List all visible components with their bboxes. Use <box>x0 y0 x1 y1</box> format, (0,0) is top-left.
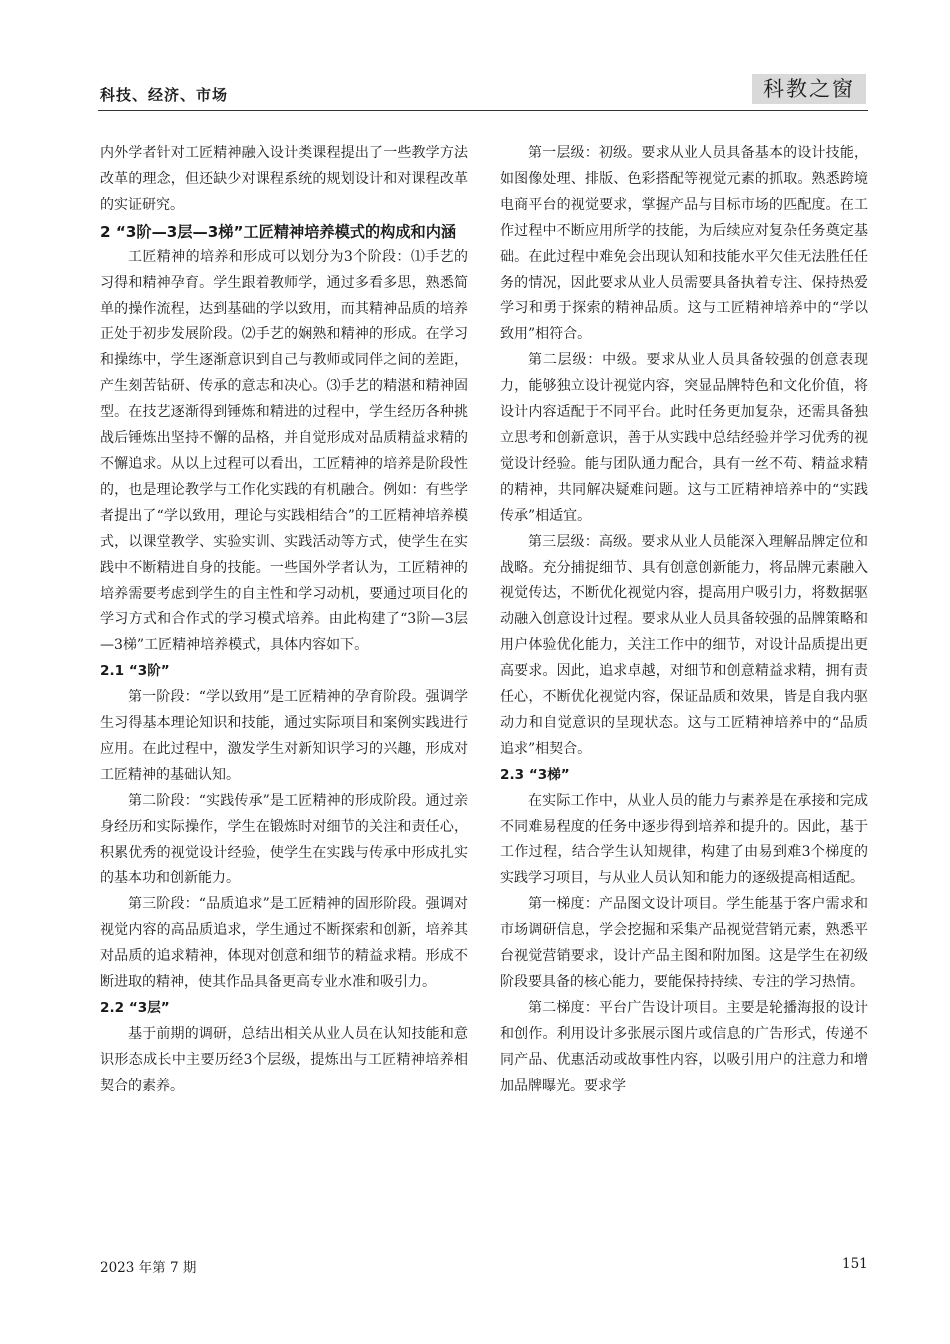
journal-column-badge: 科教之窗 <box>752 74 866 104</box>
paragraph-level-1: 第一层级：初级。要求从业人员具备基本的设计技能，如图像处理、排版、色彩搭配等视觉元素的抓取。熟悉跨境电商平台的视觉要求，掌握产品与目标市场的匹配度。在工作过程中不断应用所学的技能，为后续应对复杂任务奠定基础。在此过程中难免会出现认知和技能水平欠佳无法胜任任务的情况，因此要求从业人员需要具备执着专注、保持热爱学习和勇于探索的精神品质。这与工匠精神培养中的“学以致用”相符合。 <box>500 145 868 343</box>
header-divider <box>98 110 868 111</box>
subsection-2-3-heading: 2.3 “3梯” <box>500 766 570 783</box>
subsection-2-1-heading: 2.1 “3阶” <box>100 663 170 680</box>
paragraph-stage-1: 第一阶段：“学以致用”是工匠精神的孕育阶段。强调学生习得基本理论知识和技能，通过实际项目和案例实践进行应用。在此过程中，激发学生对新知识学习的兴趣，形成对工匠精神的基础认知。 <box>100 689 468 783</box>
page-number: 151 <box>842 1256 868 1272</box>
paragraph-stage-2: 第二阶段：“实践传承”是工匠精神的形成阶段。通过亲身经历和实际操作，学生在锻炼时对细节的关注和责任心，积累优秀的视觉设计经验，使学生在实践与传承中形成扎实的基本功和创新能力。 <box>100 792 468 887</box>
issue-label: 2023 年第 7 期 <box>100 1260 197 1276</box>
right-column <box>500 141 868 1100</box>
journal-section-title: 科技、经济、市场 <box>100 86 229 104</box>
section-2-heading: 2 “3阶—3层—3梯”工匠精神培养模式的构成和内涵 <box>100 222 457 241</box>
paragraph-ladder-2: 第二梯度：平台广告设计项目。主要是轮播海报的设计和创作。利用设计多张展示图片或信息的广告形式，传递不同产品、优惠活动或故事性内容，以吸引用户的注意力和增加品牌曝光。要求学 <box>500 999 868 1094</box>
paragraph-three-stages: 工匠精神的培养和形成可以划分为3个阶段：⑴手艺的习得和精神孕育。学生跟着教师学，通过多看多思，熟悉简单的操作流程，达到基础的学以致用，而其精神品质的培养正处于初步发展阶段。⑵手艺的娴熟和精神的形成。在学习和操练中，学生逐渐意识到自己与教师或同伴之间的差距，产生刻苦钻研、传承的意志和决心。⑶手艺的精湛和精神固型。在技艺逐渐得到锤炼和精进的过程中，学生经历各种挑战后锤炼出坚持不懈的品格，并自觉形成对品质精益求精的不懈追求。从以上过程可以看出，工匠精神的培养是阶段性的，也是理论教学与工作化实践的有机融合。例如：有些学者提出了“学以致用，理论与实践相结合”的工匠精神培养模式，以课堂教学、实验实训、实践活动等方式，使学生在实践中不断精进自身的技能。一些国外学者认为，工匠精神的培养需要考虑到学生的自主性和学习动机，要通过项目化的学习方式和合作式的学习模式培养。由此构建了“3阶—3层—3梯”工匠精神培养模式，具体内容如下。 <box>100 248 468 654</box>
paragraph-level-3: 第三层级：高级。要求从业人员能深入理解品牌定位和战略。充分捕捉细节、具有创意创新能力，将品牌元素融入视觉传达，不断优化视觉内容，提高用户吸引力，将数据驱动融入创意设计过程。要求从业人员具备较强的品牌策略和用户体验优化能力，关注工作中的细节，对设计品质提出更高要求。因此，追求卓越，对细节和创意精益求精，拥有责任心，不断优化视觉内容，保证品质和效果，皆是自我内驱动力和自觉意识的呈现状态。这与工匠精神培养中的“品质追求”相契合。 <box>500 533 868 757</box>
subsection-2-2-heading: 2.2 “3层” <box>100 1000 170 1016</box>
paragraph-ladders-intro: 在实际工作中，从业人员的能力与素养是在承接和完成不同难易程度的任务中逐步得到培养和提升的。因此，基于工作过程，结合学生认知规律，构建了由易到难3个梯度的实践学习项目，与从业人员认知和能力的逐级提高相适配。 <box>500 792 868 887</box>
paragraph-levels-intro: 基于前期的调研，总结出相关从业人员在认知技能和意识形态成长中主要历经3个层级，提炼出与工匠精神培养相契合的素养。 <box>100 1025 468 1094</box>
left-column <box>100 141 468 1100</box>
paragraph-level-2: 第二层级：中级。要求从业人员具备较强的创意表现力，能够独立设计视觉内容，突显品牌特色和文化价值，将设计内容适配于不同平台。此时任务更加复杂，还需具备独立思考和创新意识，善于从实践中总结经验并学习优秀的视觉设计经验。能与团队通力配合，具有一丝不苟、精益求精的精神，共同解决疑难问题。这与工匠精神培养中的“实践传承”相适宜。 <box>500 352 868 524</box>
paragraph-stage-3: 第三阶段：“品质追求”是工匠精神的固形阶段。强调对视觉内容的高品质追求，学生通过不断探索和创新，培养其对品质的追求精神，体现对创意和细节的精益求精。形成不断进取的精神，使其作品具备更高专业水准和吸引力。 <box>100 896 468 991</box>
paragraph-ladder-1: 第一梯度：产品图文设计项目。学生能基于客户需求和市场调研信息，学会挖掘和采集产品视觉营销元素，熟悉平台视觉营销要求，设计产品主图和附加图。这是学生在初级阶段要具备的核心能力，要能保持持续、专注的学习热情。 <box>500 896 868 990</box>
paragraph-continuation: 内外学者针对工匠精神融入设计类课程提出了一些教学方法改革的理念，但还缺少对课程系统的规划设计和对课程改革的实证研究。 <box>100 145 468 213</box>
